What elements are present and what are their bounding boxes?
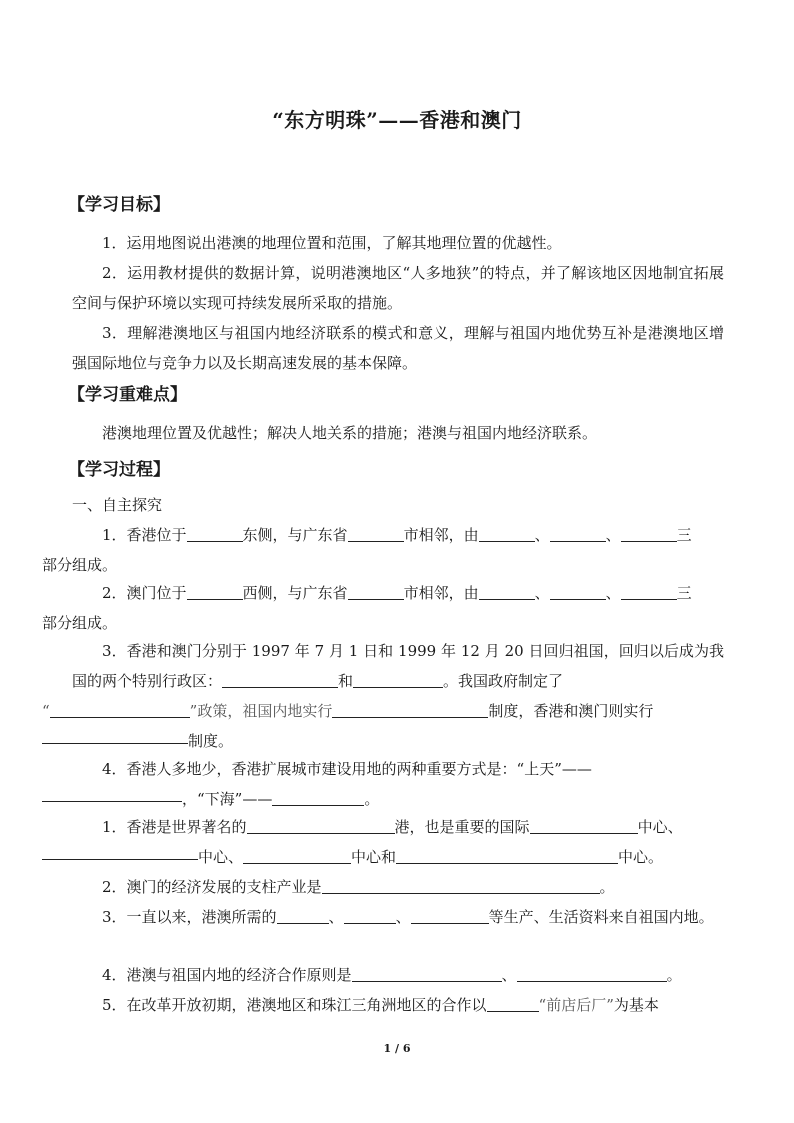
section-heading-goals: 【学习目标】 [68, 195, 170, 215]
fill-blank[interactable] [517, 966, 667, 982]
question-2: 2．澳门位于 西侧，与广东省 市相邻，由 、 、 三 部分组成。 [42, 584, 692, 632]
section-heading-process: 【学习过程】 [68, 460, 170, 480]
fill-blank[interactable] [322, 878, 600, 894]
review-1: 1．香港是世界著名的 港，也是重要的国际 中心、 中心、 中心和 中心。 [72, 812, 724, 872]
fill-blank[interactable] [42, 786, 182, 802]
fill-blank[interactable] [222, 672, 338, 688]
question-3: 3．香港和澳门分别于 1997 年 7 月 1 日和 1999 年 12 月 20 日回归祖国，回归以后成为我国的两个特别行政区： 和 。我国政府制定了 “ ”政策，祖国内地实行 制度，香港和澳门则实行 制度。 [42, 642, 724, 750]
page-number: 1 / 6 [383, 1042, 411, 1055]
fill-blank[interactable] [479, 584, 535, 600]
fill-blank[interactable] [272, 790, 364, 806]
fill-blank[interactable] [621, 526, 677, 542]
fill-blank[interactable] [550, 526, 606, 542]
review-5: 5．在改革开放初期，港澳地区和珠江三角洲地区的合作以 “前店后厂”为基本 [102, 996, 659, 1014]
fill-blank[interactable] [42, 844, 198, 860]
fill-blank[interactable] [187, 526, 243, 542]
question-4: 4．香港人多地少，香港扩展城市建设用地的两种重要方式是：“上天”—— ，“下海”—— 。 [72, 754, 724, 814]
fill-blank[interactable] [621, 584, 677, 600]
fill-blank[interactable] [396, 848, 618, 864]
goal-1: 1．运用地图说出港澳的地理位置和范围，了解其地理位置的优越性。 [102, 234, 562, 252]
fill-blank[interactable] [352, 966, 502, 982]
fill-blank[interactable] [332, 702, 488, 718]
fill-blank[interactable] [550, 584, 606, 600]
fill-blank[interactable] [277, 908, 329, 924]
review-4: 4．港澳与祖国内地的经济合作原则是 、 。 [102, 966, 682, 984]
fill-blank[interactable] [247, 818, 395, 834]
goal-2: 2．运用教材提供的数据计算，说明港澳地区“人多地狭”的特点，并了解该地区因地制宜拓展空间与保护环境以实现可持续发展所采取的措施。 [72, 264, 724, 312]
review-2: 2．澳门的经济发展的支柱产业是 。 [102, 878, 615, 896]
fill-blank[interactable] [42, 728, 188, 744]
fill-blank[interactable] [348, 526, 404, 542]
fill-blank[interactable] [411, 908, 489, 924]
fill-blank[interactable] [344, 908, 396, 924]
fill-blank[interactable] [530, 818, 638, 834]
fill-blank[interactable] [348, 584, 404, 600]
part-heading-self-study: 一、自主探究 [72, 496, 163, 514]
fill-blank[interactable] [187, 584, 243, 600]
review-3: 3．一直以来，港澳所需的 、 、 等生产、生活资料来自祖国内地。 [102, 908, 714, 926]
fill-blank[interactable] [487, 996, 539, 1012]
section-heading-key-points: 【学习重难点】 [68, 385, 187, 405]
fill-blank[interactable] [479, 526, 535, 542]
key-points-text: 港澳地理位置及优越性；解决人地关系的措施；港澳与祖国内地经济联系。 [102, 424, 598, 442]
question-1: 1．香港位于 东侧，与广东省 市相邻，由 、 、 三 部分组成。 [42, 526, 692, 574]
fill-blank[interactable] [50, 702, 190, 718]
goal-3: 3．理解港澳地区与祖国内地经济联系的模式和意义，理解与祖国内地优势互补是港澳地区增强国际地位与竞争力以及长期高速发展的基本保障。 [72, 324, 724, 372]
fill-blank[interactable] [353, 672, 443, 688]
page-title: “东方明珠”——香港和澳门 [272, 108, 522, 132]
fill-blank[interactable] [243, 848, 351, 864]
